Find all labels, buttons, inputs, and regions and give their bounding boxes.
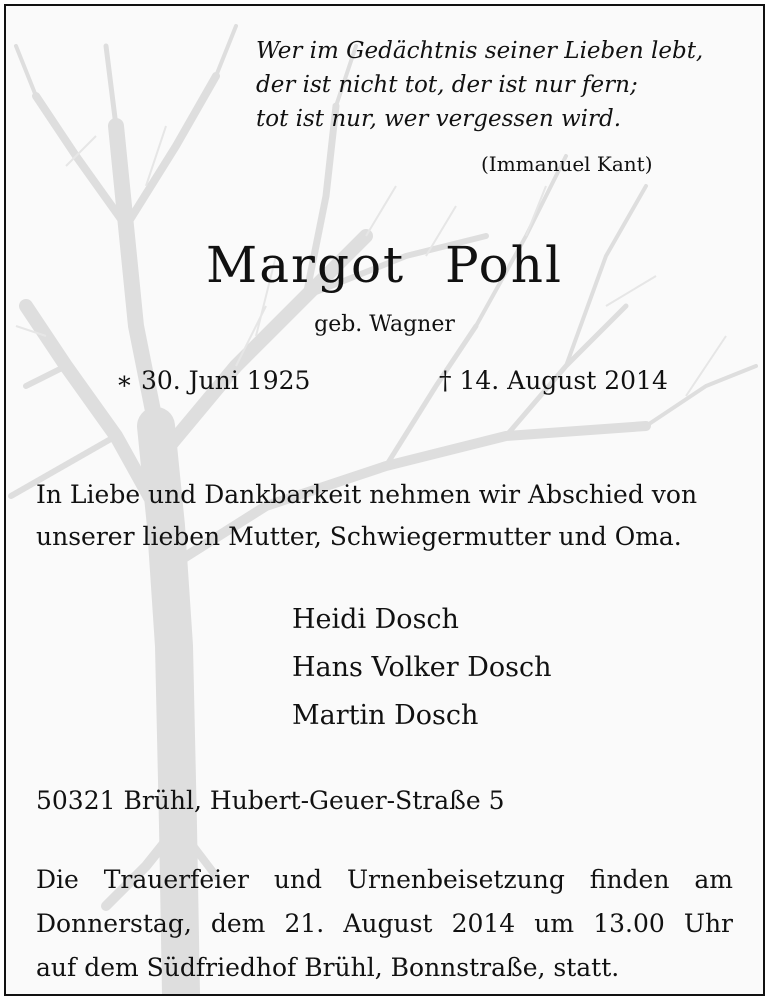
birth-name: geb. Wagner [314, 312, 455, 337]
ceremony-line: Die Trauerfeier und Urnenbeisetzung finden am [36, 865, 733, 894]
ceremony-line: Donnerstag, dem 21. August 2014 um 13.00 Uhr [36, 909, 733, 938]
farewell-line: unserer lieben Mutter, Schwiegermutter und Oma. [36, 522, 682, 551]
family-names [292, 596, 551, 740]
quote-line: der ist nicht tot, der ist nur fern; [256, 72, 638, 98]
family-member-name: Martin Dosch [292, 700, 479, 731]
birth-date: ∗ 30. Juni 1925 [116, 366, 311, 395]
memorial-quote [256, 34, 703, 136]
quote-author: (Immanuel Kant) [481, 152, 653, 176]
quote-line: Wer im Gedächtnis seiner Lieben lebt, [256, 38, 704, 64]
obituary-card [4, 4, 765, 996]
quote-line: tot ist nur, wer vergessen wird. [256, 106, 622, 132]
death-date: † 14. August 2014 [439, 366, 668, 395]
ceremony-info [36, 858, 733, 990]
deceased-name: Margot Pohl [206, 236, 563, 294]
ceremony-line: auf dem Südfriedhof Brühl, Bonnstraße, statt. [36, 953, 620, 982]
family-address: 50321 Brühl, Hubert-Geuer-Straße 5 [36, 786, 505, 815]
farewell-line: In Liebe und Dankbarkeit nehmen wir Abschied von [36, 480, 698, 509]
farewell-text [36, 474, 697, 558]
family-member-name: Hans Volker Dosch [292, 652, 552, 683]
family-member-name: Heidi Dosch [292, 604, 459, 635]
